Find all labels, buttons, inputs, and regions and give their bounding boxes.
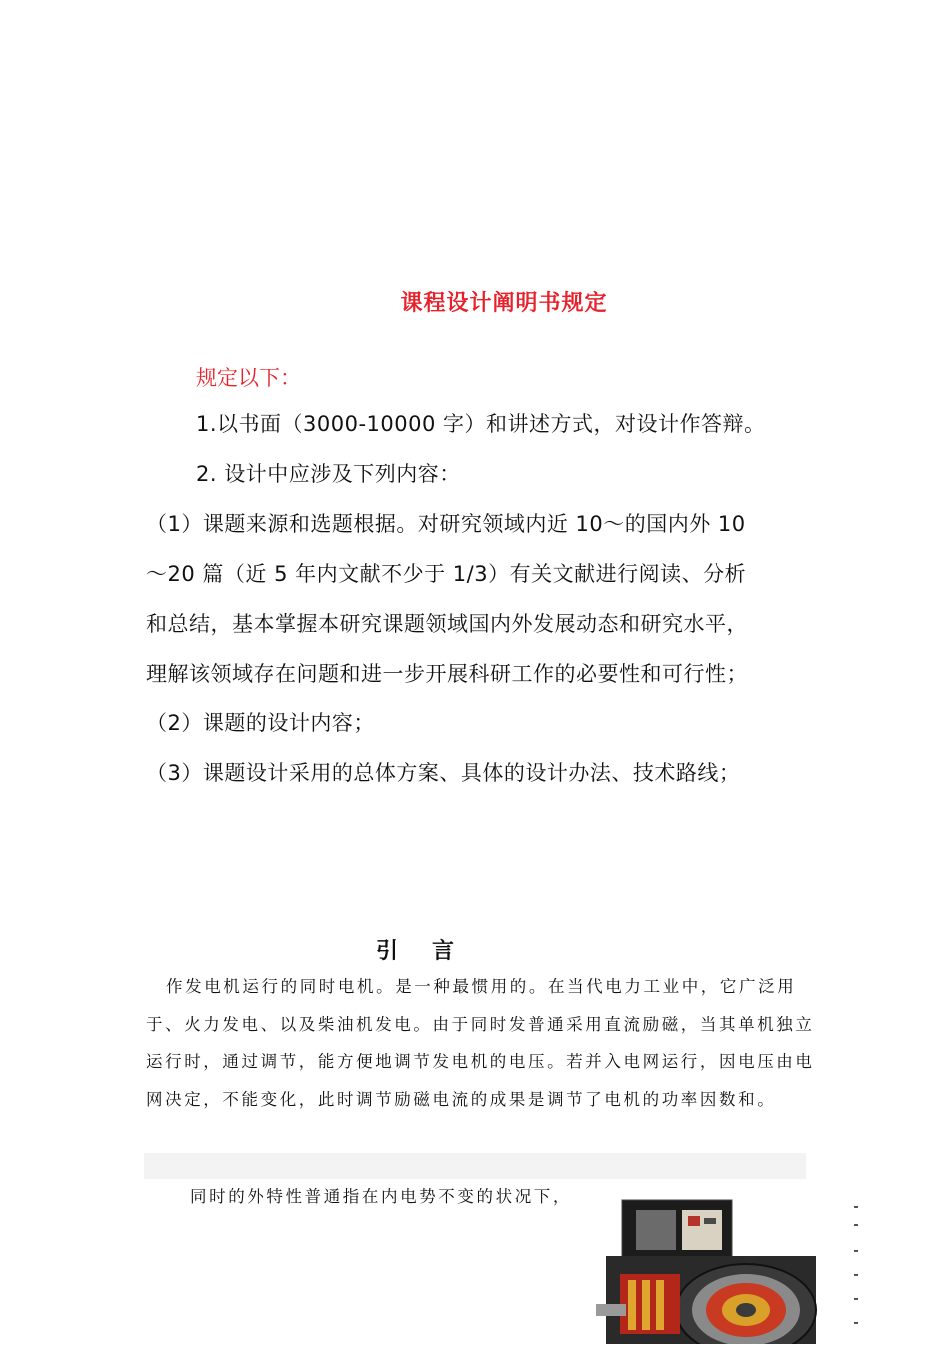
requirement-line-6: 理解该领域存在问题和进一步开展科研工作的必要性和可行性；	[146, 662, 748, 686]
requirement-line-1: 1.以书面（3000-10000 字）和讲述方式，对设计作答辩。	[196, 412, 766, 436]
generator-cutaway-icon	[596, 1192, 860, 1344]
introduction-paragraph: 作发电机运行的同时电机。是一种最惯用的。在当代电力工业中，它广泛用于、火力发电、以及柴油机发电。由于同时发普通采用直流励磁，当其单机独立运行时，通过调节，能方便地调节发电机的电压。若并入电网运行，因电压由电网决定，不能变化，此时调节励磁电流的成果是调节了电机的功率因数和。	[146, 977, 815, 1109]
introduction-tail-text: 同时的外特性普通指在内电势不变的状况下，	[190, 1187, 572, 1206]
requirement-line-8: （3）课题设计采用的总体方案、具体的设计办法、技术路线；	[146, 761, 741, 785]
requirement-line-7: （2）课题的设计内容；	[146, 711, 375, 735]
requirement-line-5: 和总结，基本掌握本研究课题领域国内外发展动态和研究水平，	[146, 612, 748, 636]
requirements-intro: 规定以下：	[196, 366, 301, 390]
requirement-line-4: ～20 篇（近 5 年内文献不少于 1/3）有关文献进行阅读、分析	[146, 562, 747, 586]
shaded-band	[144, 1153, 806, 1179]
introduction-heading: 引言	[376, 938, 489, 964]
document-title: 课程设计阐明书规定	[400, 291, 608, 316]
requirement-line-2: 2. 设计中应涉及下列内容：	[196, 462, 461, 486]
requirement-line-3: （1）课题来源和选题根据。对研究领域内近 10～的国内外 10	[146, 512, 746, 536]
